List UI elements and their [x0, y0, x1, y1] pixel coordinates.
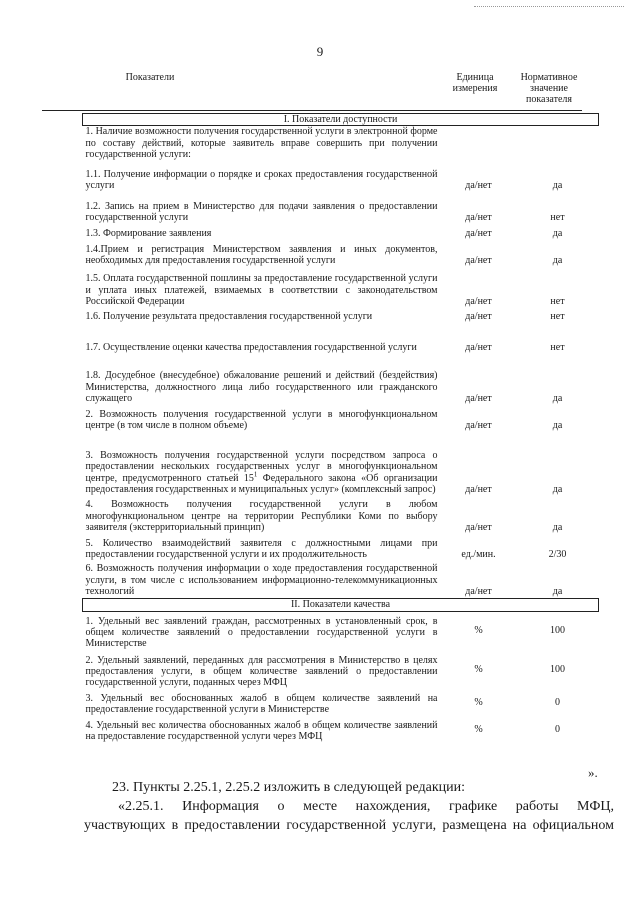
table-row	[83, 611, 599, 651]
unit-cell	[441, 126, 517, 162]
unit-cell: да/нет	[465, 420, 492, 431]
closing-quote: ».	[588, 765, 598, 780]
amendment-text-line: участвующих в предоставлении государственной услуги, размещена на официальном	[84, 818, 614, 833]
unit-cell: %	[474, 663, 483, 675]
indicator-text: 1.5. Оплата государственной пошлины за предоставление государственной услуги и уплата иных платежей, взимаемых в соответствии с законодательством Российской Федерации	[85, 273, 438, 307]
value-cell: 100	[550, 663, 566, 675]
indicator-text-part: 3. Возможность получения государственной услуги посредством запроса о предоставлении нескольких государственных услуг в многофункциональном центре, предусмотренного статьей 15	[85, 450, 438, 484]
indicator-text: 1.4.Прием и регистрация Министерством заявления и иных документов, необходимых для предоставления государственной услуги	[85, 243, 438, 266]
amendment-text-line: «2.25.1. Информация о месте нахождения, графике работы МФЦ,	[118, 799, 614, 814]
section-header	[83, 599, 599, 611]
unit-cell: да/нет	[465, 342, 492, 353]
value-cell: да	[552, 393, 563, 404]
value-cell: нет	[550, 212, 565, 223]
table-row	[83, 126, 599, 162]
indicator-text: 5. Количество взаимодействий заявителя с должностными лицами при предоставлении государственной услуги и их продолжительность	[85, 537, 438, 560]
table-row	[83, 561, 599, 599]
table-row	[83, 161, 599, 192]
header-unit	[440, 72, 510, 94]
header-unit-line: Единица	[456, 72, 494, 83]
unit-cell: да/нет	[465, 393, 492, 404]
value-cell: 0	[555, 696, 561, 708]
value-cell	[517, 126, 599, 162]
value-cell: да	[552, 586, 563, 597]
unit-cell: %	[474, 624, 483, 636]
unit-cell: да/нет	[465, 212, 492, 223]
value-cell: 0	[555, 723, 561, 735]
indicator-text: 2. Удельный заявлений, переданных для рассмотрения в Министерство в целях предоставления услуги, в общем количестве заявлений о предоставлении государственной услуги, поданных через МФЦ	[85, 654, 438, 689]
indicator-text: 6. Возможность получения информации о ходе предоставления государственной услуги, в том числе с использованием информационно-телекоммуникационных технологий	[85, 563, 438, 597]
unit-cell: %	[474, 696, 483, 708]
table-row	[83, 267, 599, 308]
table-row	[83, 432, 599, 496]
table-row	[83, 192, 599, 224]
unit-cell: да/нет	[465, 255, 492, 266]
header-norm	[510, 72, 588, 105]
indicator-text: 1.8. Досудебное (внесудебное) обжалование решений и действий (бездействия) Министерства, должностного лица либо государственного или гражданского служащего	[85, 370, 438, 404]
table-row	[83, 690, 599, 717]
indicator-text: 3. Удельный вес обоснованных жалоб в общем количестве заявлений на предоставление государственной услуги в Министерстве	[85, 693, 438, 716]
table-row	[83, 405, 599, 432]
section-header	[83, 114, 599, 126]
header-unit-line: измерения	[452, 83, 498, 94]
header-rule	[42, 110, 582, 111]
table-row	[83, 308, 599, 323]
value-cell: да	[552, 420, 563, 431]
table-row	[83, 534, 599, 561]
indicator-text: 1.3. Формирование заявления	[85, 228, 212, 239]
indicator-text: 1.6. Получение результата предоставления государственной услуги	[85, 311, 373, 322]
section-title: II. Показатели качества	[83, 599, 599, 611]
table-row	[83, 717, 599, 744]
table-row	[83, 354, 599, 405]
header-norm-line: Нормативное	[520, 72, 578, 83]
unit-cell: да/нет	[465, 180, 492, 191]
page-number: 9	[316, 44, 324, 59]
indicator-text: 4. Удельный вес количества обоснованных жалоб в общем количестве заявлений на предоставление государственной услуги через МФЦ	[85, 720, 438, 743]
value-cell: да	[552, 522, 563, 533]
value-cell: да	[552, 180, 563, 191]
indicators-table	[82, 113, 599, 744]
value-cell: нет	[550, 342, 565, 353]
unit-cell: ед./мин.	[461, 549, 496, 560]
header-indicator: Показатели	[125, 72, 175, 83]
indicator-text	[83, 432, 441, 496]
article-superscript: 1	[253, 470, 258, 479]
value-cell: 2/30	[548, 549, 567, 560]
unit-cell: да/нет	[465, 311, 492, 322]
amendment-paragraph: 23. Пункты 2.25.1, 2.25.2 изложить в следующей редакции:	[112, 780, 466, 795]
header-norm-line: показателя	[525, 94, 573, 105]
scan-artifact	[474, 6, 624, 9]
header-norm-line: значение	[530, 83, 568, 94]
indicator-text: 4. Возможность получения государственной услуги в любом многофункциональном центре на территории Республики Коми по выбору заявителя (экстерриториальный принцип)	[85, 499, 438, 533]
unit-cell: %	[474, 723, 483, 735]
table-row	[83, 651, 599, 690]
indicator-text: 1. Наличие возможности получения государственной услуги в электронной форме по составу действий, которые заявитель вправе совершить при получении государственной услуги:	[85, 126, 438, 160]
indicator-text: 1.7. Осуществление оценки качества предоставления государственной услуги	[85, 342, 417, 353]
table-row	[83, 323, 599, 354]
indicator-text: 2. Возможность получения государственной услуги в многофункциональном центре (в том числе в полном объеме)	[85, 408, 438, 431]
table-row	[83, 240, 599, 267]
unit-cell: да/нет	[465, 228, 492, 239]
indicator-text: 1. Удельный вес заявлений граждан, рассмотренных в установленный срок, в общем количестве заявлений о предоставлении государственной услуги в Министерстве	[85, 615, 438, 650]
value-cell: да	[552, 228, 563, 239]
indicator-text: 1.1. Получение информации о порядке и сроках предоставления государственной услуги	[85, 168, 438, 191]
unit-cell: да/нет	[465, 586, 492, 597]
indicator-text: 1.2. Запись на прием в Министерство для подачи заявления о предоставлении государственной услуги	[85, 200, 438, 223]
value-cell: да	[552, 484, 563, 495]
value-cell: 100	[550, 624, 566, 636]
section-title: I. Показатели доступности	[83, 114, 599, 126]
value-cell: нет	[550, 296, 565, 307]
indicator-text-part: Федерального закона «Об организации предоставления государственных и муниципальных услуг» (комплексный запрос)	[85, 472, 438, 495]
unit-cell: да/нет	[465, 296, 492, 307]
value-cell: нет	[550, 311, 565, 322]
unit-cell: да/нет	[465, 522, 492, 533]
value-cell: да	[552, 255, 563, 266]
unit-cell: да/нет	[465, 484, 492, 495]
table-row	[83, 496, 599, 534]
table-row	[83, 224, 599, 240]
